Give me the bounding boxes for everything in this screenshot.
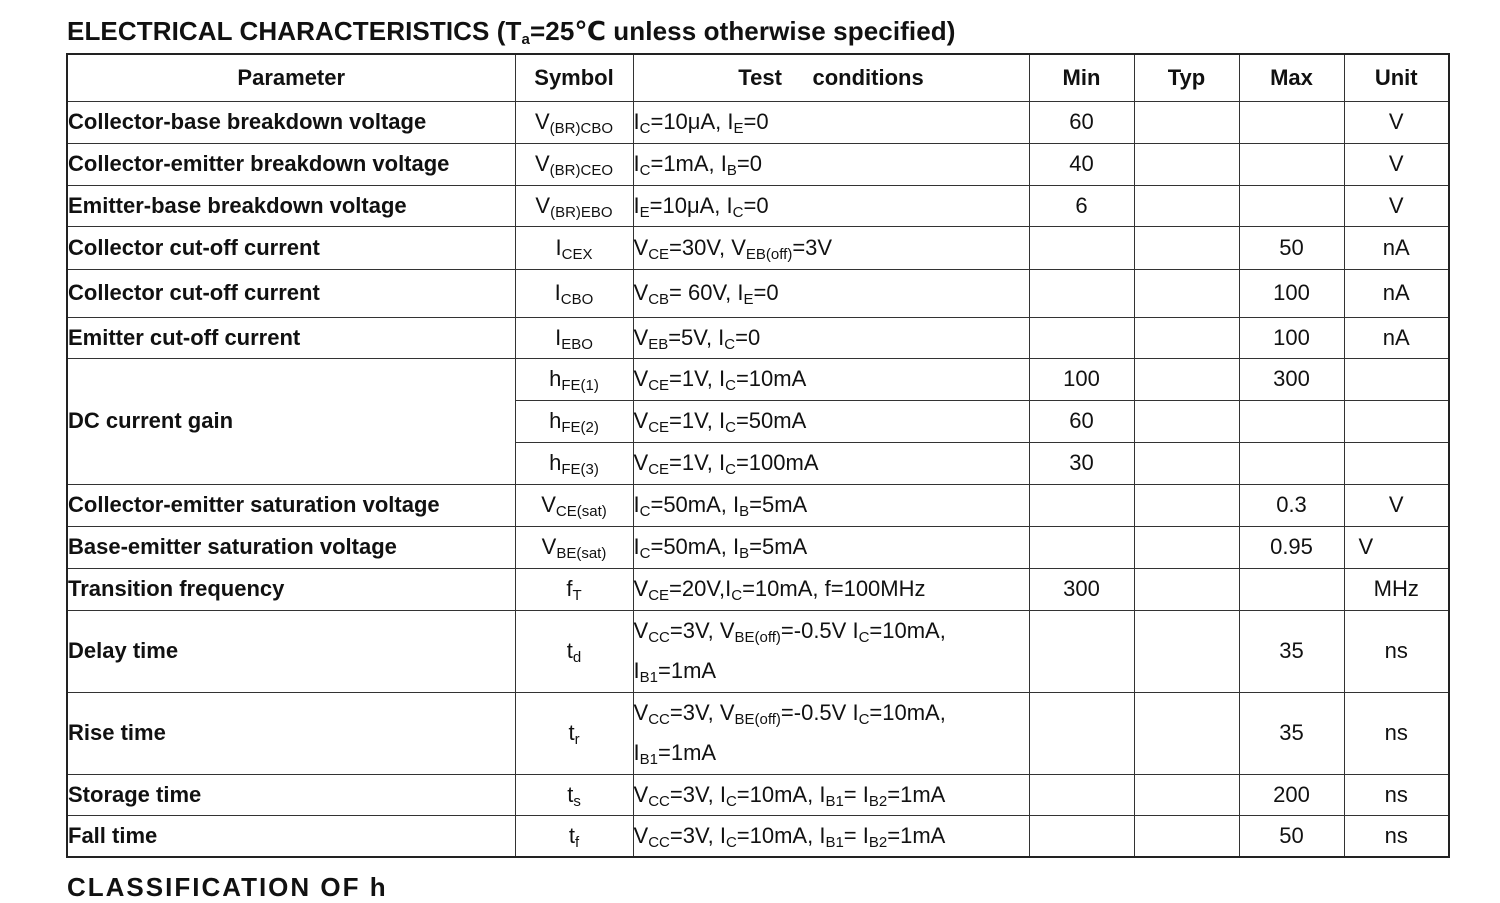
typ-cell (1134, 610, 1239, 692)
max-cell: 100 (1239, 269, 1344, 317)
test-conditions-cell (633, 358, 1029, 400)
text-run: h (549, 408, 562, 433)
min-cell (1029, 774, 1134, 815)
subscript-text: f (574, 833, 580, 851)
unit-cell: ns (1344, 610, 1449, 692)
typ-cell (1134, 568, 1239, 610)
parameter-cell: Collector-emitter saturation voltage (67, 484, 515, 526)
subscript-text: CE (648, 461, 670, 478)
subscript-text: B (739, 503, 750, 520)
subscript-text: C (639, 503, 651, 520)
parameter-cell: Emitter cut-off current (67, 317, 515, 358)
max-cell: 50 (1239, 226, 1344, 269)
text-run: f (566, 576, 573, 601)
text-run: V (633, 408, 649, 433)
text-run: =1V, I (669, 366, 726, 391)
subscript-text: C (858, 629, 870, 646)
subscript-text: B (739, 545, 750, 562)
text-run: =0 (743, 109, 769, 134)
symbol-cell (515, 442, 633, 484)
unit-cell: V (1344, 101, 1449, 143)
unit-cell: V (1344, 526, 1449, 568)
text-run: V (633, 450, 649, 475)
header-unit: Unit (1344, 54, 1449, 101)
subscript-text: B1 (639, 751, 658, 768)
condition-line (634, 651, 1029, 691)
text-run: V (534, 109, 550, 134)
text-run: I (633, 192, 640, 218)
condition-line (634, 401, 1029, 441)
parameter-cell: Collector cut-off current (67, 269, 515, 317)
test-conditions-cell (633, 568, 1029, 610)
test-conditions-cell (633, 526, 1029, 568)
symbol-cell (515, 269, 633, 317)
min-cell (1029, 269, 1134, 317)
text-run: =0 (735, 324, 761, 350)
subscript-text: C (724, 335, 736, 353)
text-run: =5V, I (668, 324, 725, 350)
parameter-cell: Transition frequency (67, 568, 515, 610)
text-run: =0 (743, 192, 769, 218)
subscript-text: C (639, 162, 651, 179)
subscript-text: C (725, 419, 736, 436)
parameter-cell: Storage time (67, 774, 515, 815)
unit-cell: nA (1344, 269, 1449, 317)
subscript-text: FE(1) (561, 377, 599, 394)
condition-line (634, 775, 1029, 815)
text-run: =10μA, I (649, 192, 733, 218)
typ-cell (1134, 185, 1239, 226)
condition-line (634, 611, 1029, 651)
text-run: =-0.5V I (780, 700, 859, 725)
min-cell (1029, 815, 1134, 857)
parameter-cell: Rise time (67, 692, 515, 774)
table-row (67, 610, 1449, 692)
min-cell: 100 (1029, 358, 1134, 400)
table-row (67, 484, 1449, 526)
typ-cell (1134, 774, 1239, 815)
table-row (67, 774, 1449, 815)
table-row (67, 101, 1449, 143)
text-run: I (633, 658, 640, 683)
unit-cell (1344, 442, 1449, 484)
subscript-text: B (726, 162, 737, 179)
subscript-text: CBO (560, 291, 594, 308)
text-run: V (633, 234, 649, 260)
max-cell (1239, 442, 1344, 484)
header-test-conditions: Test conditions (633, 54, 1029, 101)
table-row (67, 226, 1449, 269)
subscript-text: CB (648, 291, 670, 308)
parameter-cell: Collector-emitter breakdown voltage (67, 143, 515, 185)
condition-line (634, 228, 1029, 268)
symbol-cell (515, 317, 633, 358)
table-row (67, 692, 1449, 774)
test-conditions-cell (633, 269, 1029, 317)
unit-cell: MHz (1344, 568, 1449, 610)
parameter-cell: Collector-base breakdown voltage (67, 101, 515, 143)
subscript-text: CE(sat) (555, 503, 607, 520)
subscript-text: C (725, 461, 736, 478)
min-cell (1029, 226, 1134, 269)
text-run: = I (843, 822, 869, 848)
text-run: V (633, 576, 649, 601)
text-run: V (633, 822, 649, 848)
text-run: V (541, 492, 556, 517)
test-conditions-cell (633, 101, 1029, 143)
subscript-text: CC (648, 629, 670, 646)
text-run: = 60V, I (669, 280, 744, 305)
text-run: =50mA (735, 408, 807, 433)
symbol-cell (515, 101, 633, 143)
symbol-cell (515, 484, 633, 526)
test-conditions-cell (633, 317, 1029, 358)
unit-cell: V (1344, 143, 1449, 185)
subscript-text: CEX (561, 245, 593, 263)
text-run: I (633, 740, 640, 765)
subscript-text: BE(off) (734, 629, 781, 646)
subscript-text: CC (648, 792, 670, 810)
text-run: =5mA (749, 492, 808, 517)
condition-line (634, 273, 1029, 313)
text-run: =10mA (735, 366, 807, 391)
text-run: h (549, 366, 562, 391)
typ-cell (1134, 101, 1239, 143)
min-cell: 300 (1029, 568, 1134, 610)
test-conditions-cell (633, 774, 1029, 815)
subscript-text: C (725, 833, 737, 851)
text-run: =30V, V (669, 234, 746, 260)
subscript-text: s (573, 792, 581, 810)
text-run: =10mA, I (736, 781, 826, 807)
min-cell: 60 (1029, 400, 1134, 442)
parameter-cell: Fall time (67, 815, 515, 857)
typ-cell (1134, 400, 1239, 442)
text-run: I (555, 324, 562, 350)
text-run: V (535, 192, 551, 218)
max-cell (1239, 143, 1344, 185)
unit-cell: nA (1344, 317, 1449, 358)
max-cell: 300 (1239, 358, 1344, 400)
text-run: h (549, 450, 562, 475)
max-cell (1239, 568, 1344, 610)
symbol-cell (515, 358, 633, 400)
subscript-text: C (639, 120, 651, 137)
condition-line (634, 569, 1029, 609)
header-typ: Typ (1134, 54, 1239, 101)
text-run: I (555, 234, 562, 260)
text-run: =1V, I (669, 408, 726, 433)
test-conditions-cell (633, 610, 1029, 692)
parameter-cell: Base-emitter saturation voltage (67, 526, 515, 568)
text-run: =10μA, I (650, 109, 734, 134)
symbol-cell (515, 400, 633, 442)
subscript-text: EB (648, 335, 669, 353)
subscript-text: (BR)EBO (550, 203, 613, 221)
subscript-text: CE (648, 377, 670, 394)
typ-cell (1134, 692, 1239, 774)
subscript-text: CE (648, 587, 670, 604)
test-conditions-cell (633, 143, 1029, 185)
text-run: V (633, 366, 649, 391)
unit-cell: V (1344, 484, 1449, 526)
table-row (67, 568, 1449, 610)
subscript-text: B1 (639, 669, 658, 686)
text-run: =5mA (749, 534, 808, 559)
subscript-text: FE(2) (561, 419, 599, 436)
text-run: V (633, 324, 649, 350)
min-cell: 40 (1029, 143, 1134, 185)
table-row (67, 358, 1449, 400)
subscript-text: EBO (561, 335, 593, 353)
max-cell: 100 (1239, 317, 1344, 358)
text-run: =20V,I (669, 576, 732, 601)
condition-line (634, 733, 1029, 773)
symbol-cell (515, 815, 633, 857)
condition-line (634, 318, 1029, 358)
min-cell: 6 (1029, 185, 1134, 226)
test-conditions-cell (633, 185, 1029, 226)
unit-cell: nA (1344, 226, 1449, 269)
subscript-text: BE(sat) (556, 545, 607, 562)
max-cell (1239, 185, 1344, 226)
min-cell (1029, 526, 1134, 568)
subscript-text: FE(3) (561, 461, 599, 478)
typ-cell (1134, 358, 1239, 400)
max-cell: 200 (1239, 774, 1344, 815)
text-run: =3V, I (669, 822, 726, 848)
text-run: =3V, V (669, 618, 735, 643)
condition-line (634, 816, 1029, 856)
text-run: =0 (736, 151, 762, 176)
subscript-text: E (733, 120, 744, 137)
typ-cell (1134, 269, 1239, 317)
typ-cell (1134, 226, 1239, 269)
condition-line (634, 359, 1029, 399)
text-run: =10mA, (869, 618, 946, 643)
subscript-text: T (572, 587, 582, 604)
subscript-text: d (572, 649, 582, 666)
subscript-text: B2 (868, 792, 888, 810)
test-conditions-cell (633, 815, 1029, 857)
max-cell: 0.95 (1239, 526, 1344, 568)
condition-line (634, 102, 1029, 142)
text-run: I (633, 492, 640, 517)
subscript-text: (BR)CEO (549, 162, 614, 179)
typ-cell (1134, 484, 1239, 526)
unit-cell (1344, 400, 1449, 442)
text-run: =3V, I (669, 781, 726, 807)
symbol-cell (515, 226, 633, 269)
subscript-text: r (574, 731, 580, 748)
text-run: I (633, 109, 640, 134)
text-run: =50mA, I (650, 534, 740, 559)
condition-line (634, 443, 1029, 483)
text-run: =-0.5V I (780, 618, 859, 643)
subscript-text: CC (648, 711, 670, 728)
text-run: V (541, 534, 557, 559)
subscript-text: (BR)CBO (549, 120, 614, 137)
test-conditions-cell (633, 484, 1029, 526)
subscript-text: C (732, 203, 744, 221)
table-row (67, 185, 1449, 226)
subscript-text: EB(off) (745, 245, 793, 263)
subscript-text: E (743, 291, 754, 308)
subscript-text: B2 (868, 833, 888, 851)
table-row (67, 815, 1449, 857)
text-run: =0 (753, 280, 779, 305)
table-row (67, 269, 1449, 317)
text-run: =1mA (657, 658, 717, 683)
parameter-cell: DC current gain (67, 358, 515, 484)
header-min: Min (1029, 54, 1134, 101)
text-run: I (633, 151, 640, 176)
max-cell: 0.3 (1239, 484, 1344, 526)
unit-cell: ns (1344, 692, 1449, 774)
max-cell: 35 (1239, 692, 1344, 774)
typ-cell (1134, 143, 1239, 185)
condition-line (634, 144, 1029, 184)
subscript-text: C (731, 587, 743, 604)
text-run: V (534, 151, 550, 176)
subscript-text: BE(off) (734, 711, 781, 728)
symbol-cell (515, 526, 633, 568)
subscript-text: C (639, 545, 651, 562)
subscript-text: B1 (825, 833, 844, 851)
parameter-cell: Delay time (67, 610, 515, 692)
symbol-cell (515, 610, 633, 692)
min-cell (1029, 610, 1134, 692)
text-run: I (554, 280, 561, 305)
subscript-text: CE (648, 245, 670, 263)
text-run: t (568, 720, 575, 745)
text-run: V (633, 781, 649, 807)
text-run: I (633, 534, 640, 559)
condition-line (634, 186, 1029, 226)
parameter-cell: Collector cut-off current (67, 226, 515, 269)
text-run: =50mA, I (650, 492, 740, 517)
symbol-cell (515, 774, 633, 815)
subscript-text: C (858, 711, 870, 728)
typ-cell (1134, 317, 1239, 358)
condition-line (634, 693, 1029, 733)
text-run: =1mA (887, 781, 946, 807)
typ-cell (1134, 815, 1239, 857)
text-run: =10mA, I (736, 822, 826, 848)
parameter-cell: Emitter-base breakdown voltage (67, 185, 515, 226)
header-row (67, 54, 1449, 101)
test-conditions-cell (633, 226, 1029, 269)
unit-cell: V (1344, 185, 1449, 226)
condition-line (634, 485, 1029, 525)
max-cell: 50 (1239, 815, 1344, 857)
subscript-text: C (725, 792, 737, 810)
text-run: =1V, I (669, 450, 726, 475)
condition-line (634, 527, 1029, 567)
max-cell: 35 (1239, 610, 1344, 692)
next-section-heading-cut: CLASSIFICATION OF h (67, 872, 388, 902)
section-title: ELECTRICAL CHARACTERISTICS ($T_a=25℃$ unless otherwise specified) (67, 16, 956, 48)
typ-cell (1134, 442, 1239, 484)
subscript-text: CC (648, 833, 670, 851)
subscript-text: B1 (825, 792, 844, 810)
unit-cell: ns (1344, 815, 1449, 857)
table-row (67, 526, 1449, 568)
text-run: =3V, V (669, 700, 735, 725)
text-run: t (566, 638, 573, 663)
text-run: =10mA, f=100MHz (742, 576, 926, 601)
symbol-cell (515, 692, 633, 774)
min-cell (1029, 692, 1134, 774)
max-cell (1239, 101, 1344, 143)
text-run: =1mA (887, 822, 946, 848)
text-run: =1mA (657, 740, 717, 765)
header-symbol: Symbol (515, 54, 633, 101)
text-run: t (567, 781, 574, 807)
unit-cell (1344, 358, 1449, 400)
min-cell: 60 (1029, 101, 1134, 143)
table-row (67, 143, 1449, 185)
max-cell (1239, 400, 1344, 442)
electrical-characteristics-table (66, 53, 1450, 858)
subscript-text: CE (648, 419, 670, 436)
text-run: V (633, 700, 649, 725)
header-max: Max (1239, 54, 1344, 101)
text-run: =3V (792, 234, 833, 260)
subscript-text: C (725, 377, 736, 394)
text-run: =10mA, (869, 700, 946, 725)
text-run: =1mA, I (650, 151, 727, 176)
text-run: V (633, 280, 649, 305)
text-run: V (633, 618, 649, 643)
table-row (67, 317, 1449, 358)
test-conditions-cell (633, 692, 1029, 774)
header-parameter: Parameter (67, 54, 515, 101)
text-run: =100mA (735, 450, 819, 475)
min-cell (1029, 484, 1134, 526)
symbol-cell (515, 568, 633, 610)
min-cell (1029, 317, 1134, 358)
text-run: t (568, 822, 575, 848)
typ-cell (1134, 526, 1239, 568)
test-conditions-cell (633, 442, 1029, 484)
subscript-text: E (639, 203, 650, 221)
symbol-cell (515, 185, 633, 226)
unit-cell: ns (1344, 774, 1449, 815)
text-run: = I (843, 781, 869, 807)
min-cell: 30 (1029, 442, 1134, 484)
test-conditions-cell (633, 400, 1029, 442)
table-body (67, 101, 1449, 857)
symbol-cell (515, 143, 633, 185)
